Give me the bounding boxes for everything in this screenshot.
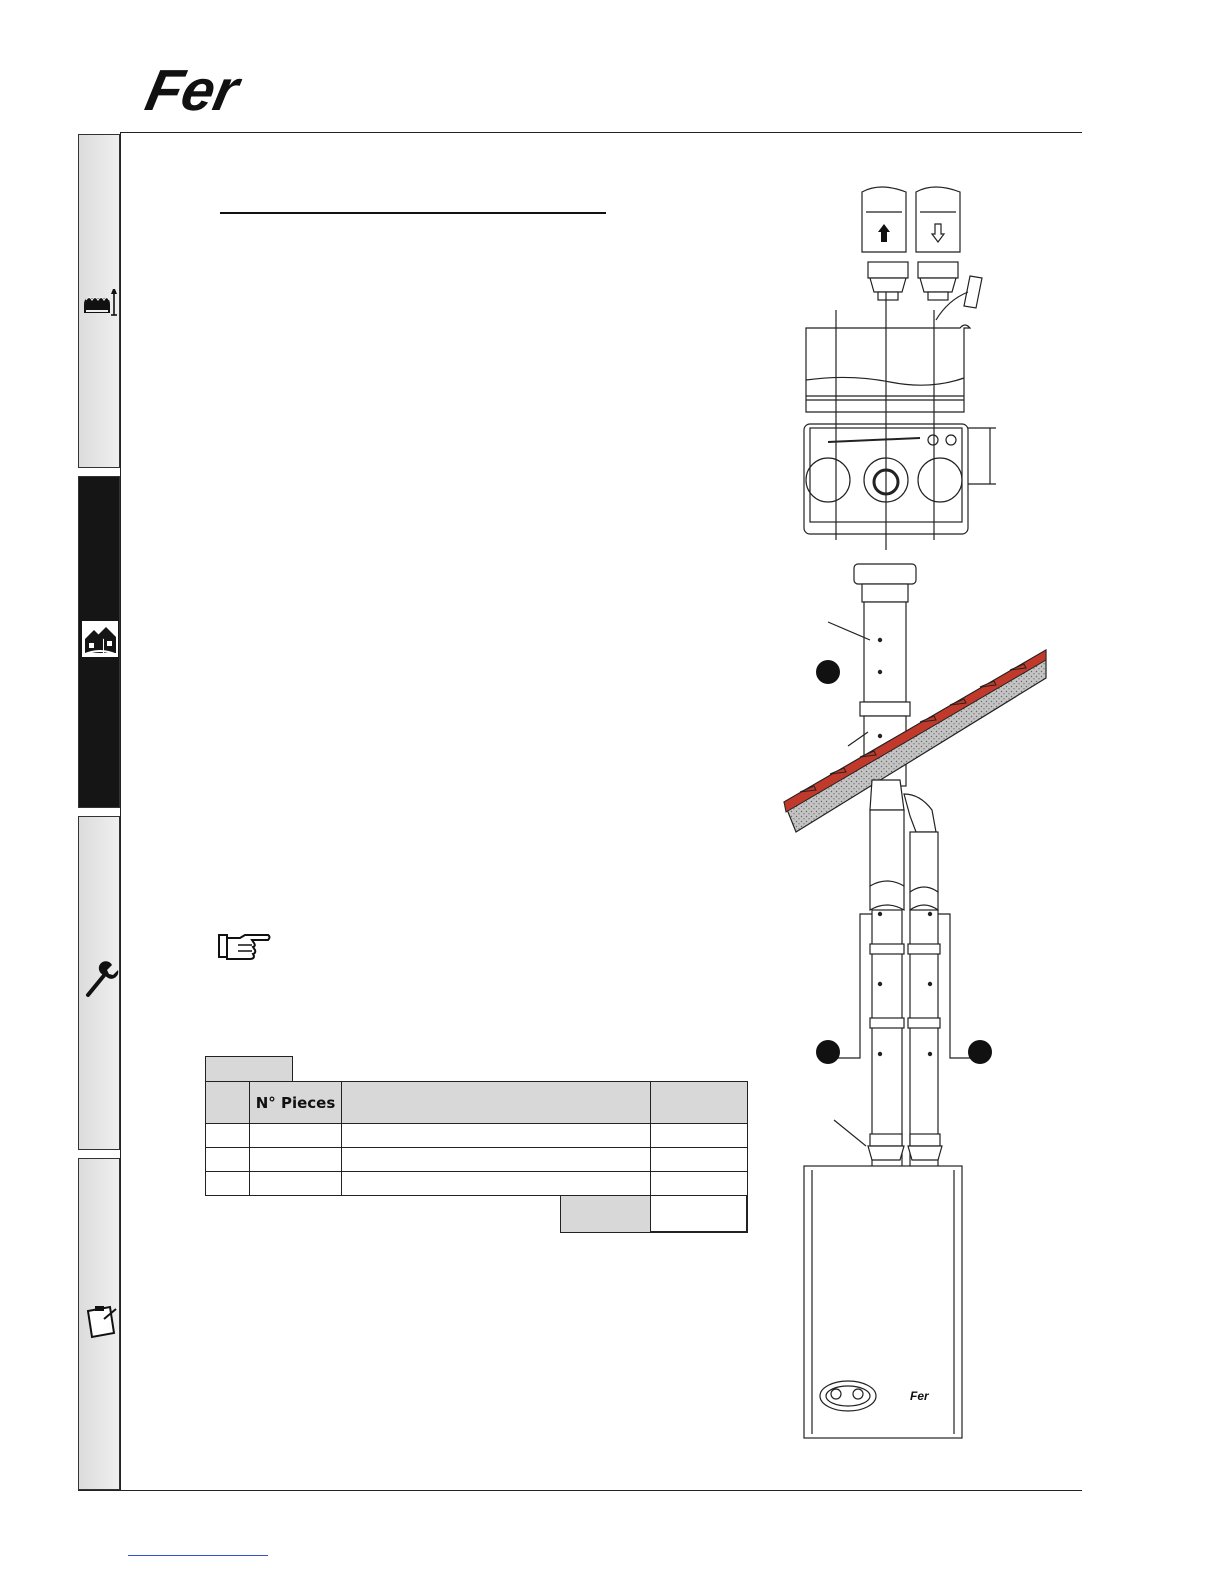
table-cell [205,1171,250,1196]
table-cell [205,1147,250,1172]
table-cell [249,1147,342,1172]
header-pos [206,1082,249,1123]
frame-left-rule [120,132,121,1491]
table-cell [205,1123,250,1148]
house-icon [80,619,120,659]
tab-service[interactable] [78,816,120,1150]
callout-marker-3 [968,1040,992,1064]
table-cell [341,1123,651,1148]
table-header-cell [249,1081,342,1124]
table-header-cell [205,1081,250,1124]
total-label-cell [560,1195,651,1233]
clipboard-pen-icon [80,1301,120,1341]
wrench-icon [80,959,120,999]
footer-link-underline[interactable] [128,1555,268,1556]
table-cell [341,1147,651,1172]
table-caption [205,1056,293,1082]
section-heading-underline [220,212,606,214]
fer-logo [140,58,362,123]
frame-bottom-rule [78,1490,1082,1491]
tab-installer[interactable] [78,476,120,808]
callout-marker-1 [816,660,840,684]
flue-installation-drawing [770,180,1060,1440]
callout-marker-2 [816,1040,840,1064]
table-cell [650,1147,748,1172]
table-header-cell [341,1081,651,1124]
table-header-cell [650,1081,748,1124]
table-cell [650,1171,748,1196]
table-cell [650,1123,748,1148]
parts-table [205,1056,748,1234]
tab-notes[interactable] [78,1158,120,1490]
table-cell [249,1123,342,1148]
pointing-hand-icon [218,932,272,960]
header-length [651,1082,747,1123]
boiler-logo: Fer [910,1389,929,1403]
armchair-lamp-icon [80,283,120,323]
logo-text: Fer [140,58,245,123]
table-cell [341,1171,651,1196]
table-cell [249,1171,342,1196]
frame-top-rule [120,132,1082,133]
tab-user[interactable] [78,134,120,468]
total-value-cell [650,1195,748,1233]
header-description [342,1082,650,1123]
header-pieces: N° Pieces [255,1093,336,1112]
